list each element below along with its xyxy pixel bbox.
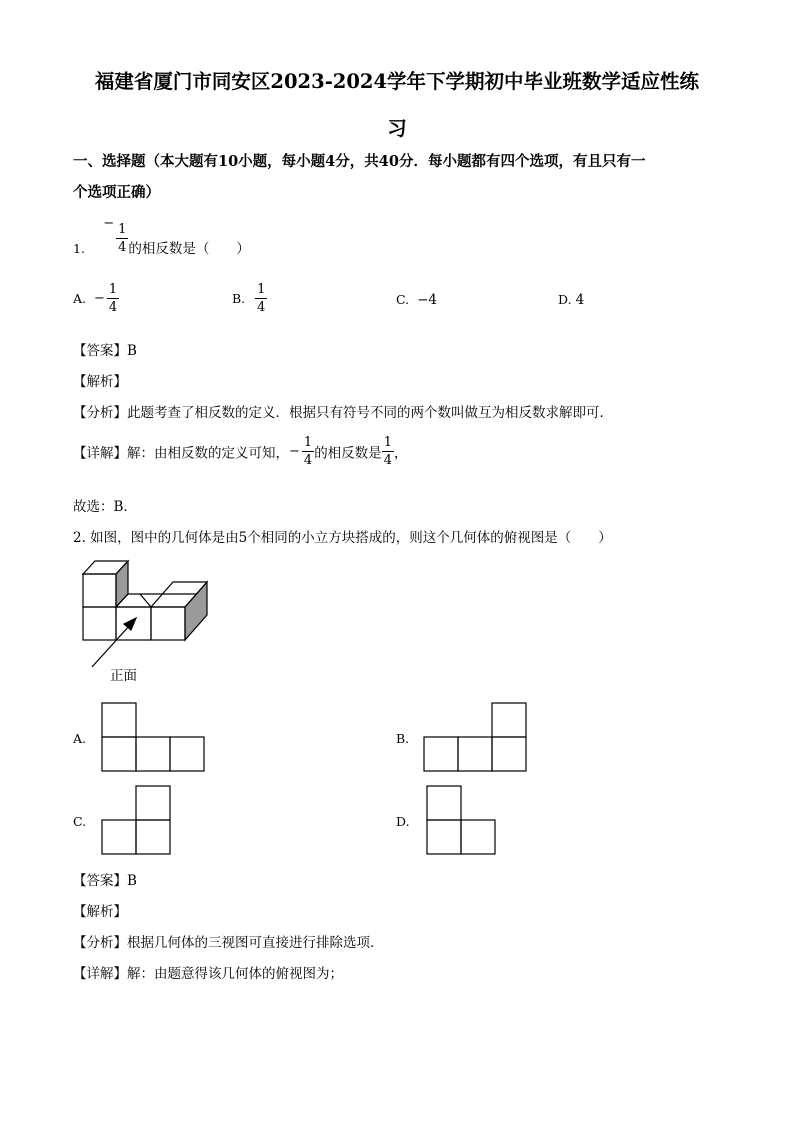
q1-option-d: D. 4: [558, 292, 585, 308]
document-title-line2: 习: [387, 117, 407, 140]
q1-option-c: C. −4: [396, 292, 437, 308]
section-heading-line1: 一、选择题（本大题有10小题，每小题4分，共40分．每小题都有四个选项，有且只有一: [73, 153, 646, 170]
minus-sign: −: [103, 216, 115, 231]
q2-xiangjie: 【详解】解：由题意得该几何体的俯视图为；: [73, 966, 343, 982]
question-1-stem: 的相反数是（ ）: [128, 241, 250, 257]
q2-option-d-label: D.: [396, 814, 410, 829]
q2-analysis-tag: 【解析】: [73, 904, 127, 920]
q1-fenxi: 【分析】此题考查了相反数的定义．根据只有符号不同的两个数叫做互为相反数求解即可．: [73, 405, 613, 421]
document-title-line1: 福建省厦门市同安区2023-2024学年下学期初中毕业班数学适应性练: [94, 70, 700, 93]
q2-option-a-label: A.: [73, 731, 87, 746]
answer-tag: 【答案】: [73, 873, 127, 889]
answer-value: B: [127, 873, 137, 889]
q1-option-b: B. $\frac{1}{4}$: [232, 282, 266, 315]
answer-tag: 【答案】: [73, 343, 127, 359]
q2-answer: [73, 869, 137, 889]
q2-option-b-label: B.: [396, 731, 410, 746]
q1-xiangjie: 【详解】解：由相反数的定义可知，− $\frac{1}{4}$ 的相反数是 $\frac{1}{4}$ ，: [73, 435, 408, 468]
front-label: 正面: [110, 668, 137, 684]
section-heading-line2: 个选项正确）: [73, 184, 160, 201]
fraction: $\frac{1}{4}$: [118, 222, 127, 255]
answer-value: B: [127, 343, 137, 359]
q1-analysis-tag: 【解析】: [73, 374, 127, 390]
question-2-stem: 2. 如图，图中的几何体是由5个相同的小立方块搭成的，则这个几何体的俯视图是（ ）: [73, 530, 612, 546]
q2-fenxi: 【分析】根据几何体的三视图可直接进行排除选项．: [73, 935, 384, 951]
question-number: 1.: [73, 241, 85, 256]
q2-option-c-label: C.: [73, 814, 87, 829]
q1-conclusion: 故选：B．: [73, 499, 137, 515]
q1-option-a: A. − $\frac{1}{4}$: [73, 282, 118, 315]
